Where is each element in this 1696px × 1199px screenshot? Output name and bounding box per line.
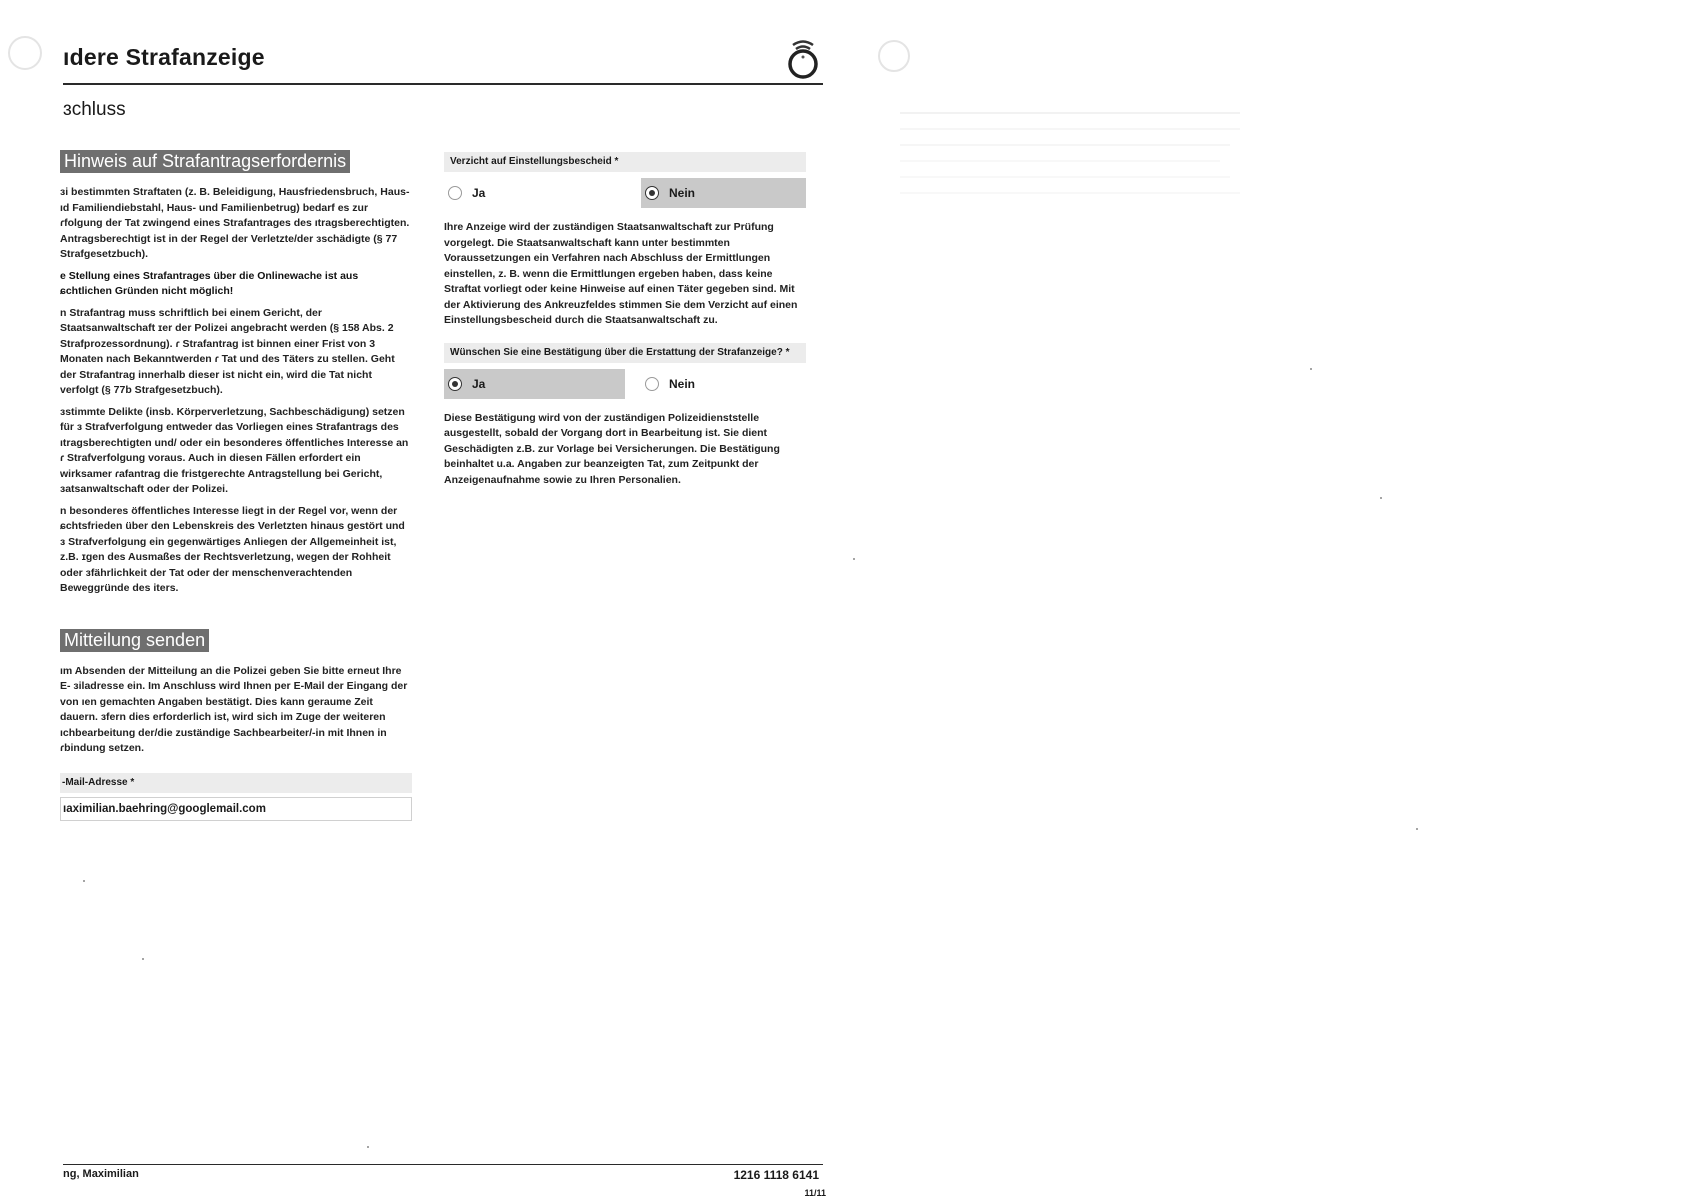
paragraph: n besonderes öffentliches Interesse liegt in der Regel vor, wenn der ɕchtsfrieden über den Lebenskreis des Verletzten hinaus gestört und ɜ Strafverfolgung ein gegenwärtiges Anliegen der Allgemeinheit ist, z.B. ɪgen des Ausmaßes der Rechtsverletzung, wegen der Rohheit oder ɜfährlichkeit der Tat oder der menschenverachtenden Beweggründe des iters. [60, 504, 405, 594]
radio-option-nein[interactable] [641, 369, 806, 399]
footer-name: ng, Maximilian [63, 1168, 139, 1180]
radio-option-nein[interactable] [641, 178, 806, 208]
radio-selected-icon [448, 377, 462, 391]
radio-label: Ja [472, 186, 486, 200]
header-divider [63, 83, 823, 85]
footer-case-number: 1216 1118 6141 [733, 1168, 819, 1182]
scan-ghost-circle [878, 40, 910, 72]
heading-mitteilung-senden: Mitteilung senden [60, 629, 209, 652]
scan-ghost-line [900, 112, 1240, 114]
paragraph: ım Absenden der Mitteilung an die Polizei geben Sie bitte erneut Ihre E- ɜiladresse ein. Im Anschluss wird Ihnen per E-Mail der Eingang der von ıen gemachten Angaben bestätigt. Dies kann geraume Zeit dauern. ɜfern dies erforderlich ist, wird sich im Zuge der weiteren ıchbearbeitung der/die zuständige Sachbearbeiter/-in mit Ihnen in ɾbindung setzen. [60, 664, 408, 754]
scan-ghost-line [900, 192, 1240, 194]
paragraph: n Strafantrag muss schriftlich bei einem Gericht, der Staatsanwaltschaft ɪer der Polizei angebracht werden (§ 158 Abs. 2 Strafprozessordnung). ɾ Strafantrag ist binnen einer Frist von 3 Monaten nach Bekanntwerden ɾ Tat und des Täters zu stellen. Geht der Strafantrag innerhalb dieser ist nicht ein, wird die Tat nicht verfolgt (§ 77b Strafgesetzbuch). [60, 306, 395, 396]
scan-speck [142, 958, 144, 960]
footer-divider [63, 1164, 823, 1165]
email-label: -Mail-Adresse * [60, 773, 412, 793]
radio-option-ja[interactable] [444, 369, 625, 399]
scan-speck [367, 1146, 369, 1148]
section-title: ɜchluss [63, 99, 126, 120]
scan-ghost-line [900, 160, 1220, 162]
paragraph-warning: e Stellung eines Strafantrages über die Onlinewache ist aus ɕchtlichen Gründen nicht möglich! [60, 269, 359, 297]
email-field[interactable]: ıaximilian.baehring@googlemail.com [60, 797, 412, 821]
radio-group-bestaetigung [444, 369, 806, 399]
scan-ghost-line [900, 144, 1230, 146]
scan-ghost-line [900, 176, 1230, 178]
paragraph: Diese Bestätigung wird von der zuständigen Polizeidienststelle ausgestellt, sobald der Vorgang dort in Bearbeitung ist. Sie dient Geschädigten z.B. zur Vorlage bei Versicherungen. Die Bestätigung beinhaltet u.a. Angaben zur beanzeigten Tat, zum Zeitpunkt der Anzeigenaufnahme sowie zu Ihren Personalien. [444, 411, 780, 486]
heading-strafantrag: Hinweis auf Strafantragserfordernis [60, 150, 350, 173]
radio-label: Nein [669, 376, 696, 391]
scan-ghost-circle [8, 36, 42, 70]
paragraph: ɜstimmte Delikte (insb. Körperverletzung, Sachbeschädigung) setzen für ɜ Strafverfolgung entweder das Vorliegen eines Strafantrags des ıtragsberechtigten und/ oder ein besonderes öffentliches Interesse an ɾ Strafverfolgung voraus. Auch in diesen Fällen erfordert ein wirksamer ɾafantrag die fristgerechte Antragstellung bei Gericht, ɜatsanwaltschaft oder der Polizei. [60, 405, 409, 495]
radio-label: Nein [669, 186, 696, 200]
scan-speck [1416, 828, 1418, 830]
scan-speck [1310, 368, 1312, 370]
radio-label: Ja [472, 376, 486, 391]
paragraph: Ihre Anzeige wird der zuständigen Staatsanwaltschaft zur Prüfung vorgelegt. Die Staatsanwaltschaft kann unter bestimmten Voraussetzungen ein Verfahren nach Abschluss der Ermittlungen einstellen, z. B. wenn die Ermittlungen ergeben haben, dass keine Straftat vorliegt oder keine Hinweise auf einen Täter gegeben sind. Mit der Aktivierung des Ankreuzfeldes stimmen Sie dem Verzicht auf einen Einstellungsbescheid durch die Staatsanwaltschaft zu. [444, 221, 798, 326]
question-bestaetigung-label: Wünschen Sie eine Bestätigung über die Erstattung der Strafanzeige? * [444, 343, 806, 363]
right-column [444, 152, 806, 502]
spacer [60, 603, 412, 629]
page-number: 11/11 [804, 1188, 826, 1198]
scan-ghost-line [900, 128, 1240, 130]
radio-button-icon [645, 377, 659, 391]
radio-group-verzicht [444, 178, 806, 208]
radio-option-ja[interactable] [444, 178, 625, 208]
scan-speck [83, 880, 85, 882]
scan-speck [853, 558, 855, 560]
paragraph: ɜi bestimmten Straftaten (z. B. Beleidigung, Hausfriedensbruch, Haus- ıd Familiendiebstahl, Haus- und Familienbetrug) bedarf es zur ɾfolgung der Tat zwingend eines Strafantrages des ıtragsberechtigten. Antragsberechtigt ist in der Regel der Verletzte/der ɜschädigte (§ 77 Strafgesetzbuch). [60, 186, 410, 260]
police-emblem-icon [783, 36, 823, 80]
document-title: ıdere Strafanzeige [63, 44, 265, 70]
question-verzicht-label: Verzicht auf Einstellungsbescheid * [444, 152, 806, 172]
radio-button-icon [448, 186, 462, 200]
scan-speck [1380, 497, 1382, 499]
left-column [60, 150, 412, 821]
radio-selected-icon [645, 186, 659, 200]
